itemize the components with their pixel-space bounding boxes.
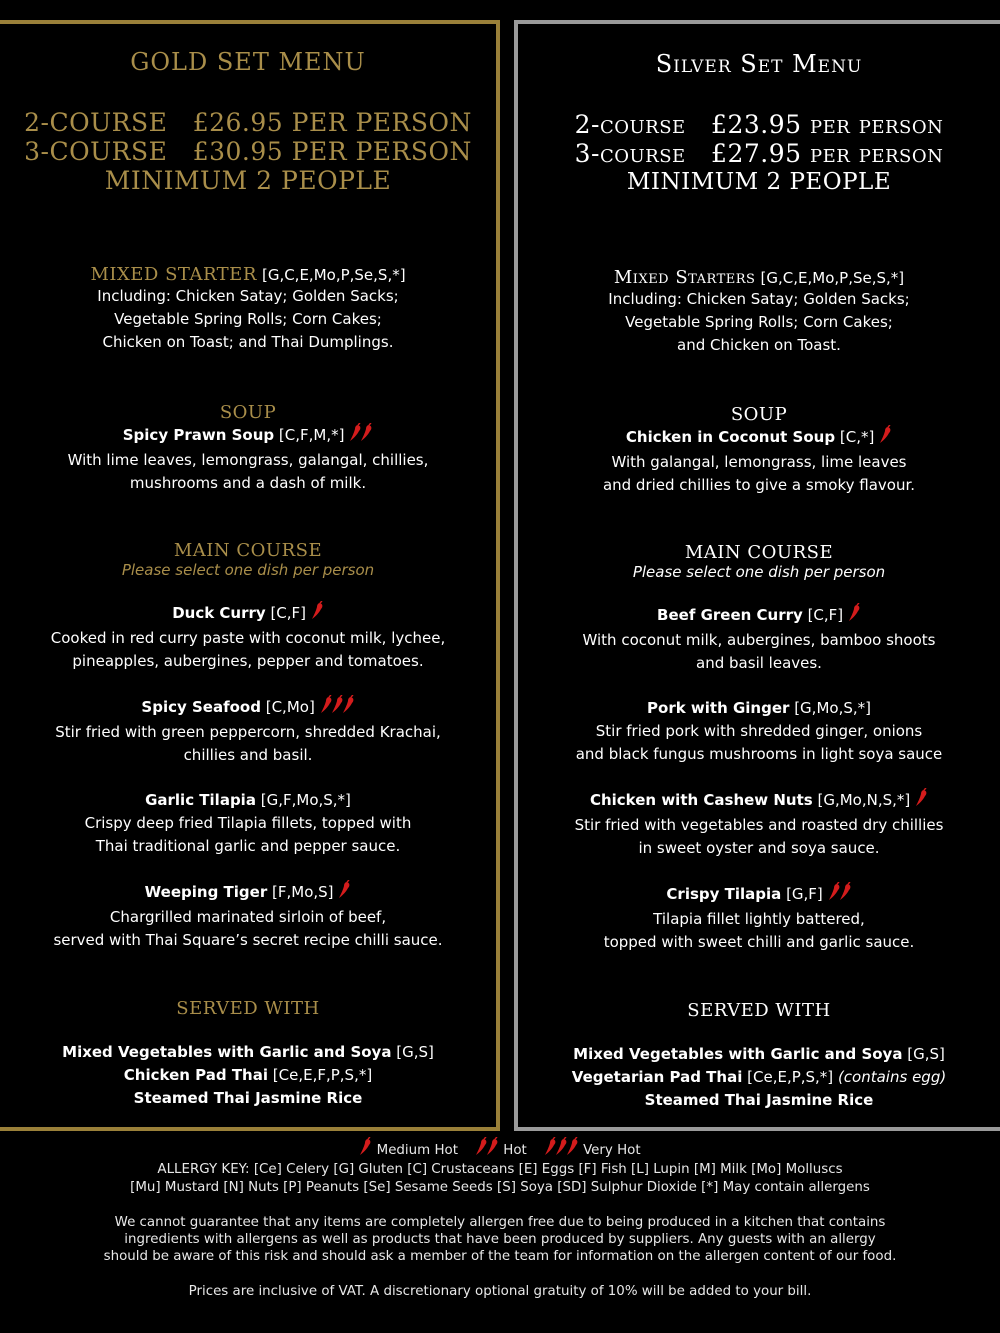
served-item-name: Steamed Thai Jasmine Rice	[133, 1089, 363, 1107]
gold-price-block	[0, 108, 496, 195]
dish-allergens: [G,Mo,S,*]	[794, 699, 871, 717]
silver-main-note: Please select one dish per person	[632, 563, 886, 581]
gold-dish	[0, 601, 496, 673]
served-item-allergens: [G,S]	[396, 1043, 434, 1061]
dish-desc-line: and basil leaves.	[696, 654, 822, 672]
silver-menu-title: Silver Set Menu	[655, 50, 863, 78]
gold-soup-section	[0, 402, 496, 495]
dish-desc-line: Crispy deep fried Tilapia fillets, topped with	[84, 814, 412, 832]
gold-starter-section	[0, 264, 496, 354]
chilli-icon	[848, 603, 861, 629]
chilli-icon	[338, 880, 351, 906]
chilli-icon	[311, 601, 324, 627]
dish-allergens: [F,Mo,S]	[272, 883, 334, 901]
silver-minimum-people: MINIMUM 2 PEOPLE	[626, 169, 892, 195]
dish-name: Garlic Tilapia	[145, 791, 256, 809]
gold-dish	[0, 789, 496, 858]
allergy-key-line: [Mu] Mustard [N] Nuts [P] Peanuts [Se] Sesame Seeds [S] Soya [SD] Sulphur Dioxide [*] May contain allergens	[130, 1180, 870, 1195]
disclaimer-line: We cannot guarantee that any items are completely allergen free due to being produced in a kitchen that contains	[114, 1215, 886, 1230]
silver-starter-allergens: [G,C,E,Mo,P,Se,S,*]	[760, 269, 905, 287]
silver-price-2-course: 2-course £23.95 per person	[574, 110, 944, 139]
gold-price-3-course: 3-COURSE £30.95 PER PERSON	[24, 137, 472, 166]
gold-served-heading: SERVED WITH	[176, 998, 320, 1019]
legend-very-hot: Very Hot	[583, 1143, 641, 1158]
gold-starter-desc-line: Including: Chicken Satay; Golden Sacks;	[97, 287, 399, 305]
silver-soup-name: Chicken in Coconut Soup	[625, 428, 836, 446]
gold-main-section	[0, 540, 496, 952]
dish-allergens: [C,F]	[807, 606, 844, 624]
dish-name: Weeping Tiger	[144, 883, 268, 901]
disclaimer-line: should be aware of this risk and should ask a member of the team for information on the allergen content of our food.	[103, 1249, 897, 1264]
silver-main-heading: MAIN COURSE	[684, 542, 834, 563]
silver-starter-desc-line: Including: Chicken Satay; Golden Sacks;	[608, 290, 910, 308]
dish-name: Duck Curry	[172, 604, 266, 622]
gold-dish	[0, 695, 496, 767]
chilli-icon	[359, 1137, 372, 1160]
silver-starter-heading: Mixed Starters	[613, 267, 756, 288]
gold-main-heading: MAIN COURSE	[173, 540, 323, 561]
silver-soup-desc-line: and dried chillies to give a smoky flavour.	[602, 476, 916, 494]
disclaimer-line: ingredients with allergens as well as products that have been produced by suppliers. Any guests with an allergy	[124, 1232, 876, 1247]
gold-soup-desc-line: With lime leaves, lemongrass, galangal, chillies,	[67, 451, 429, 469]
dish-desc-line: served with Thai Square’s secret recipe chilli sauce.	[53, 931, 443, 949]
dish-desc-line: chillies and basil.	[183, 746, 313, 764]
silver-served-heading: SERVED WITH	[687, 1000, 831, 1021]
gold-starter-desc-line: Vegetable Spring Rolls; Corn Cakes;	[114, 310, 382, 328]
gold-set-menu-panel	[0, 20, 500, 1131]
served-item-allergens: [G,S]	[907, 1045, 945, 1063]
dish-desc-line: With coconut milk, aubergines, bamboo shoots	[582, 631, 936, 649]
chilli-icon	[475, 1137, 499, 1160]
chilli-icon	[349, 423, 373, 449]
silver-main-section	[518, 542, 1000, 954]
vat-note: Prices are inclusive of VAT. A discretionary optional gratuity of 10% will be added to your bill.	[188, 1284, 812, 1299]
served-item-name: Steamed Thai Jasmine Rice	[644, 1091, 874, 1109]
gold-served-section	[0, 998, 496, 1110]
served-item-name: Mixed Vegetables with Garlic and Soya	[62, 1043, 392, 1061]
heat-legend	[0, 1137, 1000, 1160]
dish-allergens: [G,Mo,N,S,*]	[817, 791, 911, 809]
chilli-icon	[828, 882, 852, 908]
gold-starter-desc-line: Chicken on Toast; and Thai Dumplings.	[102, 333, 394, 351]
gold-main-note: Please select one dish per person	[121, 561, 375, 579]
silver-price-3-course: 3-course £27.95 per person	[574, 139, 944, 168]
dish-desc-line: in sweet oyster and soya sauce.	[638, 839, 880, 857]
dish-desc-line: pineapples, aubergines, pepper and tomatoes.	[72, 652, 424, 670]
silver-dish	[518, 697, 1000, 766]
dish-allergens: [C,Mo]	[265, 698, 315, 716]
dish-allergens: [G,F,Mo,S,*]	[260, 791, 351, 809]
dish-allergens: [C,F]	[270, 604, 307, 622]
silver-starter-desc-line: Vegetable Spring Rolls; Corn Cakes;	[625, 313, 893, 331]
silver-starter-section	[518, 267, 1000, 357]
dish-desc-line: Cooked in red curry paste with coconut milk, lychee,	[50, 629, 446, 647]
served-item-allergens: [Ce,E,P,S,*]	[747, 1068, 834, 1086]
dish-name: Spicy Seafood	[141, 698, 261, 716]
dish-name: Chicken with Cashew Nuts	[589, 791, 813, 809]
gold-starter-heading: MIXED STARTER	[90, 264, 257, 285]
gold-soup-name: Spicy Prawn Soup	[122, 426, 275, 444]
dish-desc-line: topped with sweet chilli and garlic sauce.	[603, 933, 915, 951]
silver-dish	[518, 882, 1000, 954]
legend-hot: Hot	[503, 1143, 527, 1158]
silver-starter-desc-line: and Chicken on Toast.	[677, 336, 841, 354]
dish-name: Crispy Tilapia	[666, 885, 782, 903]
dish-desc-line: Thai traditional garlic and pepper sauce.	[95, 837, 401, 855]
gold-price-2-course: 2-COURSE £26.95 PER PERSON	[24, 108, 472, 137]
gold-starter-allergens: [G,C,E,Mo,P,Se,S,*]	[261, 266, 406, 284]
gold-soup-allergens: [C,F,M,*]	[278, 426, 345, 444]
chilli-icon	[879, 425, 892, 451]
served-item-name: Vegetarian Pad Thai	[571, 1068, 743, 1086]
silver-soup-heading: SOUP	[730, 404, 788, 425]
dish-desc-line: Tilapia fillet lightly battered,	[653, 910, 865, 928]
served-item-allergens: [Ce,E,F,P,S,*]	[272, 1066, 373, 1084]
silver-soup-desc-line: With galangal, lemongrass, lime leaves	[611, 453, 907, 471]
footer	[0, 1137, 1000, 1299]
gold-soup-desc-line: mushrooms and a dash of milk.	[129, 474, 367, 492]
served-item-name: Chicken Pad Thai	[123, 1066, 268, 1084]
dish-allergens: [G,F]	[786, 885, 823, 903]
chilli-icon	[544, 1137, 579, 1160]
silver-served-section	[518, 1000, 1000, 1112]
chilli-icon	[320, 695, 355, 721]
silver-price-block	[518, 110, 1000, 197]
served-item-name: Mixed Vegetables with Garlic and Soya	[573, 1045, 903, 1063]
dish-desc-line: Stir fried with green peppercorn, shredded Krachai,	[55, 723, 441, 741]
dish-desc-line: Stir fried with vegetables and roasted dry chillies	[574, 816, 944, 834]
gold-menu-title: GOLD SET MENU	[130, 48, 366, 76]
dish-desc-line: and black fungus mushrooms in light soya sauce	[575, 745, 943, 763]
dish-name: Beef Green Curry	[657, 606, 803, 624]
legend-medium-hot: Medium Hot	[376, 1143, 458, 1158]
gold-soup-heading: SOUP	[219, 402, 277, 423]
silver-dish	[518, 603, 1000, 675]
silver-soup-allergens: [C,*]	[839, 428, 875, 446]
dish-desc-line: Stir fried pork with shredded ginger, onions	[595, 722, 923, 740]
chilli-icon	[915, 788, 928, 814]
dish-name: Pork with Ginger	[647, 699, 790, 717]
gold-minimum-people: MINIMUM 2 PEOPLE	[104, 166, 392, 195]
silver-soup-section	[518, 404, 1000, 497]
dish-desc-line: Chargrilled marinated sirloin of beef,	[109, 908, 387, 926]
gold-dish	[0, 880, 496, 952]
silver-set-menu-panel	[514, 20, 1000, 1131]
allergy-key-line: ALLERGY KEY: [Ce] Celery [G] Gluten [C] Crustaceans [E] Eggs [F] Fish [L] Lupin [M] Milk [Mo] Molluscs	[157, 1162, 843, 1177]
silver-dish	[518, 788, 1000, 860]
served-item-note: (contains egg)	[837, 1068, 947, 1086]
